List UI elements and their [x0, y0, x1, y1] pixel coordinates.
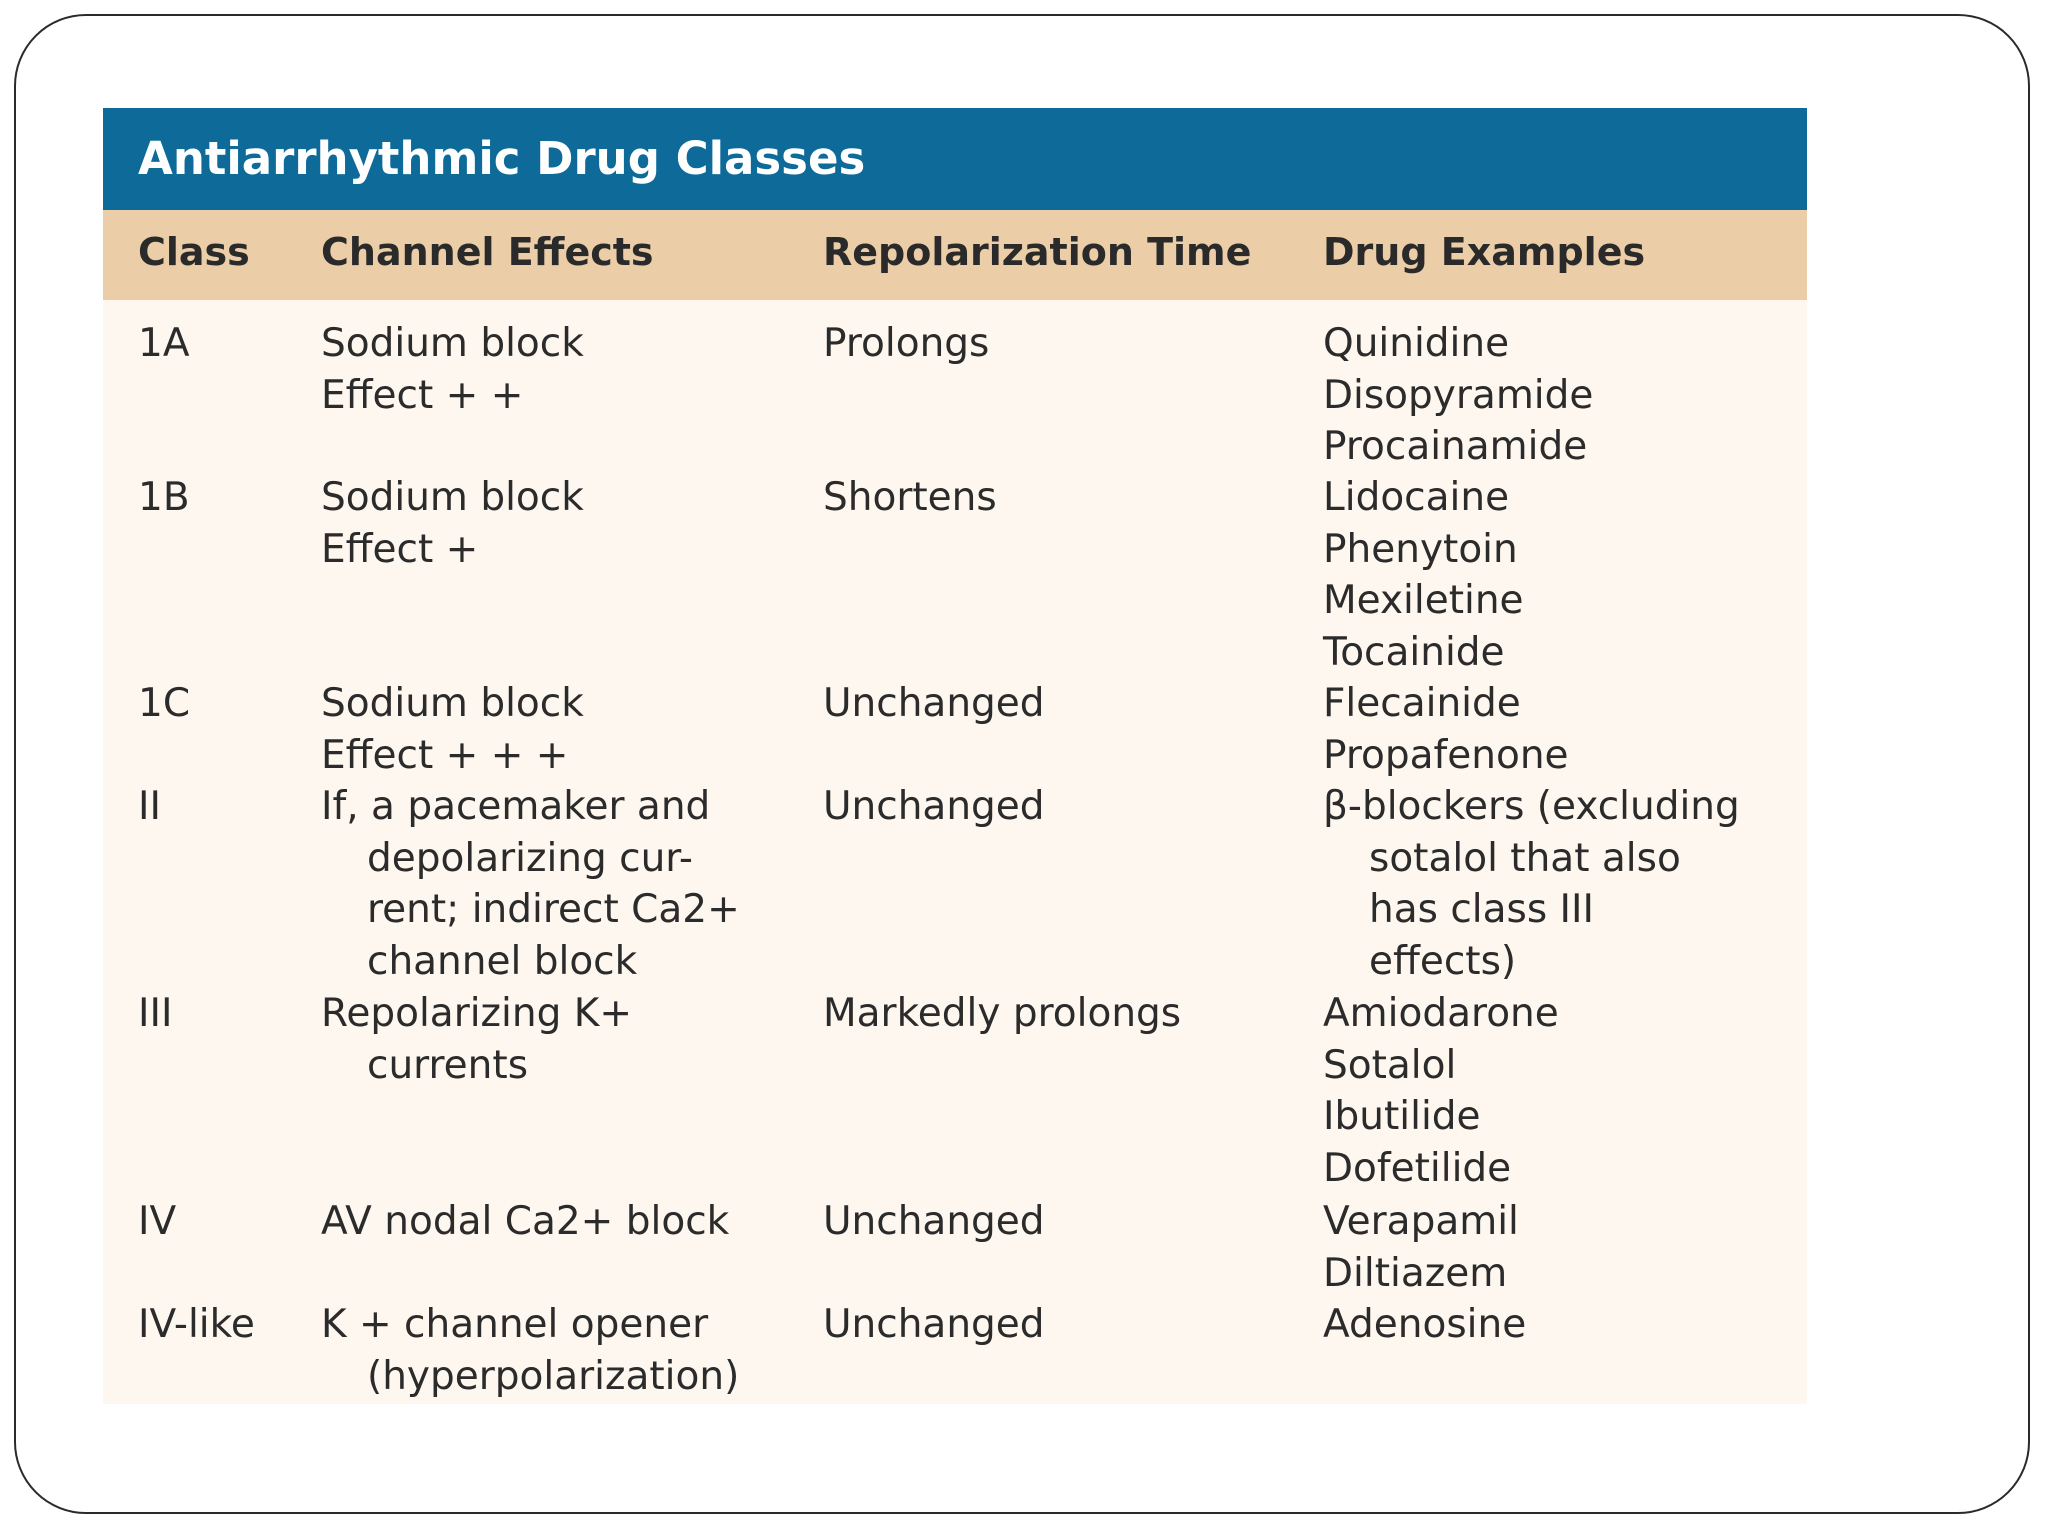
effect-line: If, a pacemaker and [321, 784, 711, 829]
cell-drug-examples [1323, 1196, 1519, 1299]
effect-line: Repolarizing K+ [321, 991, 632, 1036]
drug-name: Dofetilide [1323, 1145, 1512, 1191]
drug-name: Verapamil [1323, 1199, 1519, 1244]
effect-line: Effect + + [321, 372, 524, 418]
effect-line: currents [367, 1042, 529, 1088]
drug-name: Propafenone [1323, 732, 1569, 778]
drug-name: Amiodarone [1323, 991, 1559, 1036]
cell-class: 1A [138, 321, 190, 366]
effect-line: Sodium block [321, 321, 584, 366]
cell-class: II [138, 784, 162, 829]
drug-classes-table [103, 108, 1807, 1404]
header-class: Class [138, 230, 250, 274]
drug-name: β-blockers (excluding [1323, 784, 1740, 829]
cell-repolarization: Unchanged [823, 681, 1045, 726]
drug-name: Mexiletine [1323, 578, 1524, 623]
effect-line: Effect + [321, 526, 479, 572]
cell-channel-effects [321, 1299, 739, 1402]
cell-drug-examples [1323, 781, 1740, 987]
effect-line: Sodium block [321, 475, 584, 520]
cell-channel-effects [321, 988, 632, 1091]
cell-class: III [138, 991, 173, 1036]
drug-name: sotalol that also [1369, 835, 1681, 881]
cell-channel-effects [321, 318, 584, 421]
cell-repolarization: Shortens [823, 475, 997, 520]
cell-repolarization: Unchanged [823, 1199, 1045, 1244]
drug-name: has class III [1369, 887, 1595, 932]
cell-repolarization: Unchanged [823, 1302, 1045, 1347]
drug-name: Sotalol [1323, 1042, 1457, 1088]
drug-name: Quinidine [1323, 321, 1510, 366]
cell-channel-effects [321, 678, 584, 781]
drug-name: Tocainide [1323, 629, 1505, 675]
cell-drug-examples [1323, 1299, 1526, 1351]
effect-line: rent; indirect Ca2+ [367, 887, 740, 932]
cell-drug-examples [1323, 678, 1569, 781]
effect-line: channel block [367, 938, 638, 984]
drug-name: Disopyramide [1323, 372, 1594, 418]
drug-name: Diltiazem [1323, 1250, 1508, 1296]
effect-line: Sodium block [321, 681, 584, 726]
effect-line: Effect + + + [321, 732, 569, 778]
cell-drug-examples [1323, 472, 1524, 678]
cell-drug-examples [1323, 988, 1559, 1194]
cell-class: 1B [138, 475, 190, 520]
drug-name: Procainamide [1323, 424, 1588, 469]
header-repolarization-time: Repolarization Time [823, 230, 1252, 274]
header-drug-examples: Drug Examples [1323, 230, 1646, 274]
cell-repolarization: Prolongs [823, 321, 990, 366]
table-title: Antiarrhythmic Drug Classes [103, 108, 1807, 210]
cell-channel-effects [321, 1196, 729, 1248]
cell-class: IV [138, 1199, 177, 1244]
cell-channel-effects [321, 472, 584, 575]
drug-name: Flecainide [1323, 681, 1521, 726]
drug-name: effects) [1369, 938, 1517, 984]
cell-class: 1C [138, 681, 191, 726]
cell-repolarization: Markedly prolongs [823, 991, 1182, 1036]
effect-line: (hyperpolarization) [367, 1353, 740, 1399]
cell-channel-effects [321, 781, 740, 987]
cell-repolarization: Unchanged [823, 784, 1045, 829]
cell-drug-examples [1323, 318, 1593, 473]
cell-class: IV-like [138, 1302, 255, 1347]
header-channel-effects: Channel Effects [321, 230, 654, 274]
drug-name: Lidocaine [1323, 475, 1510, 520]
table-header-row [103, 210, 1807, 300]
effect-line: depolarizing cur- [367, 835, 693, 881]
effect-line: AV nodal Ca2+ block [321, 1199, 730, 1244]
drug-name: Phenytoin [1323, 526, 1518, 572]
drug-name: Adenosine [1323, 1302, 1527, 1347]
drug-name: Ibutilide [1323, 1094, 1481, 1139]
effect-line: K + channel opener [321, 1302, 709, 1347]
